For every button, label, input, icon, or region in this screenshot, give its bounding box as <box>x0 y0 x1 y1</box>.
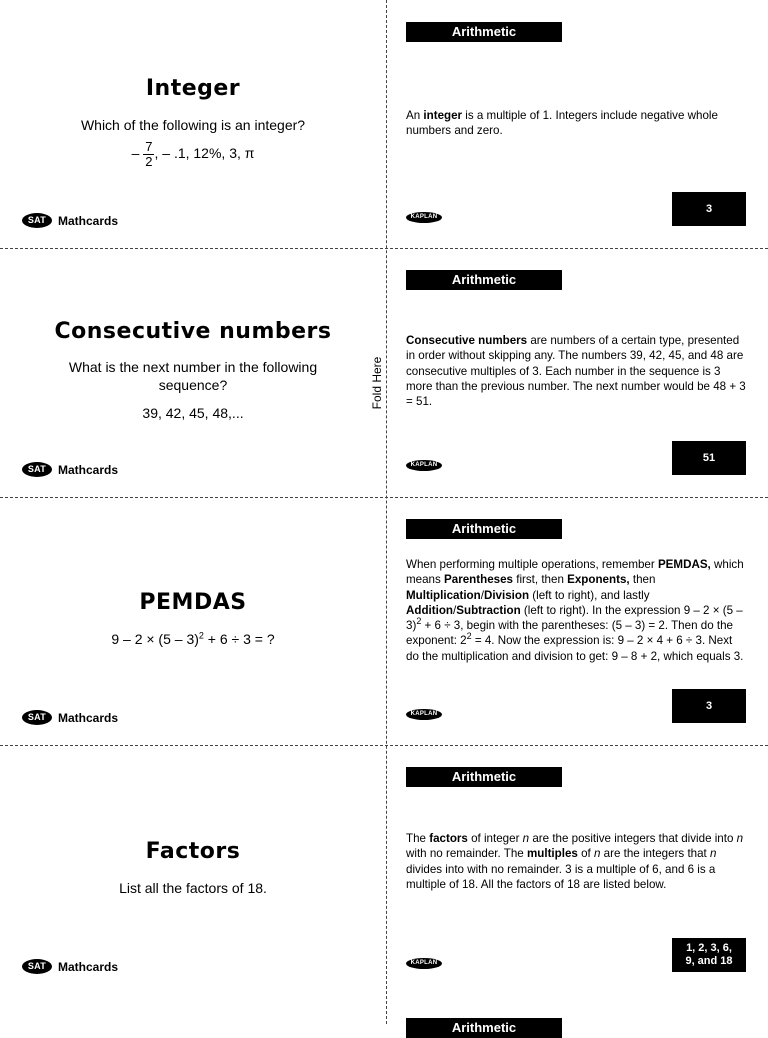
kaplan-logo: KAPLAN <box>406 212 442 223</box>
sat-logo: SAT <box>22 462 52 477</box>
card-title: Integer <box>145 76 241 101</box>
kaplan-logo: KAPLAN <box>406 709 442 720</box>
card-question: Which of the following is an integer? – $\frac{7}{2}$ , – .1, 12%, 3, π <box>40 116 346 169</box>
fold-here-label: Fold Here <box>370 356 384 410</box>
flashcard-pemdas <box>0 497 768 745</box>
answer-box: 3 <box>672 689 746 723</box>
category-tag: Arithmetic <box>406 519 562 539</box>
mathcards-brand: SAT Mathcards <box>22 959 118 974</box>
card-answer: Consecutive numbers are numbers of a certain type, presented in order without skipping any. The numbers 39, 42, 45, and 48 are consecutive multiples of 3. Each number in the sequence is 3 more than the previous number. The next number would be 48 + 3 = 51. <box>406 334 746 409</box>
category-tag: Arithmetic <box>406 767 562 787</box>
card-answer: The factors of integer n are the positive integers that divide into n with no remainder. The multiples of n are the integers that n divides into with no remainder. 3 is a multiple of 6, and 6 is a multiple of 18. All the factors of 18 are listed below. <box>406 832 744 891</box>
category-tag: Arithmetic <box>406 22 562 42</box>
flashcard-consecutive-numbers <box>0 248 768 496</box>
card-question: What is the next number in the following sequence? 39, 42, 45, 48,... <box>68 359 318 421</box>
fraction: $\frac{7}{2}$ <box>145 139 153 169</box>
card-title: Factors <box>145 839 241 864</box>
flashcard-factors <box>0 745 768 993</box>
card-question: 9 – 2 × (5 – 3)$^2$ + 6 ÷ 3 = ? <box>111 630 275 647</box>
sat-logo: SAT <box>22 710 52 725</box>
card-question: List all the factors of 18. <box>119 880 267 896</box>
card-answer: An integer is a multiple of 1. Integers include negative whole numbers and zero. <box>406 109 718 138</box>
mathcards-brand: SAT Mathcards <box>22 710 118 725</box>
card-title: PEMDAS <box>139 590 247 615</box>
card-answer: When performing multiple operations, remember PEMDAS, which means Parentheses first, then Exponents, then Multiplication/Division (left to right), and lastly Addition/Subtraction (left to right). In the expression 9 – 2 × (5 – 3)$^2$ + 6 ÷ 3, begin with the parentheses: (5 – 3) = 2. Then do the exponent: $2^2 = 4$. Now the expression is: 9 – 2 × 4 + 6 ÷ 3. Next do the multiplication and division to get: 9 – 8 + 2, which equals 3. <box>406 558 744 663</box>
sat-logo: SAT <box>22 959 52 974</box>
sat-logo: SAT <box>22 213 52 228</box>
answer-choices: – $\frac{7}{2}$ , – .1, 12%, 3, π <box>131 139 255 169</box>
mathcards-brand: SAT Mathcards <box>22 213 118 228</box>
answer-box: 51 <box>672 441 746 475</box>
kaplan-logo: KAPLAN <box>406 958 442 969</box>
card-title: Consecutive numbers <box>54 319 332 344</box>
category-tag: Arithmetic <box>406 270 562 290</box>
kaplan-logo: KAPLAN <box>406 460 442 471</box>
category-tag-partial: Arithmetic <box>406 1018 562 1038</box>
answer-box: 1, 2, 3, 6, 9, and 18 <box>672 938 746 972</box>
flashcard-integer <box>0 0 768 248</box>
answer-box: 3 <box>672 192 746 226</box>
mathcards-brand: SAT Mathcards <box>22 462 118 477</box>
